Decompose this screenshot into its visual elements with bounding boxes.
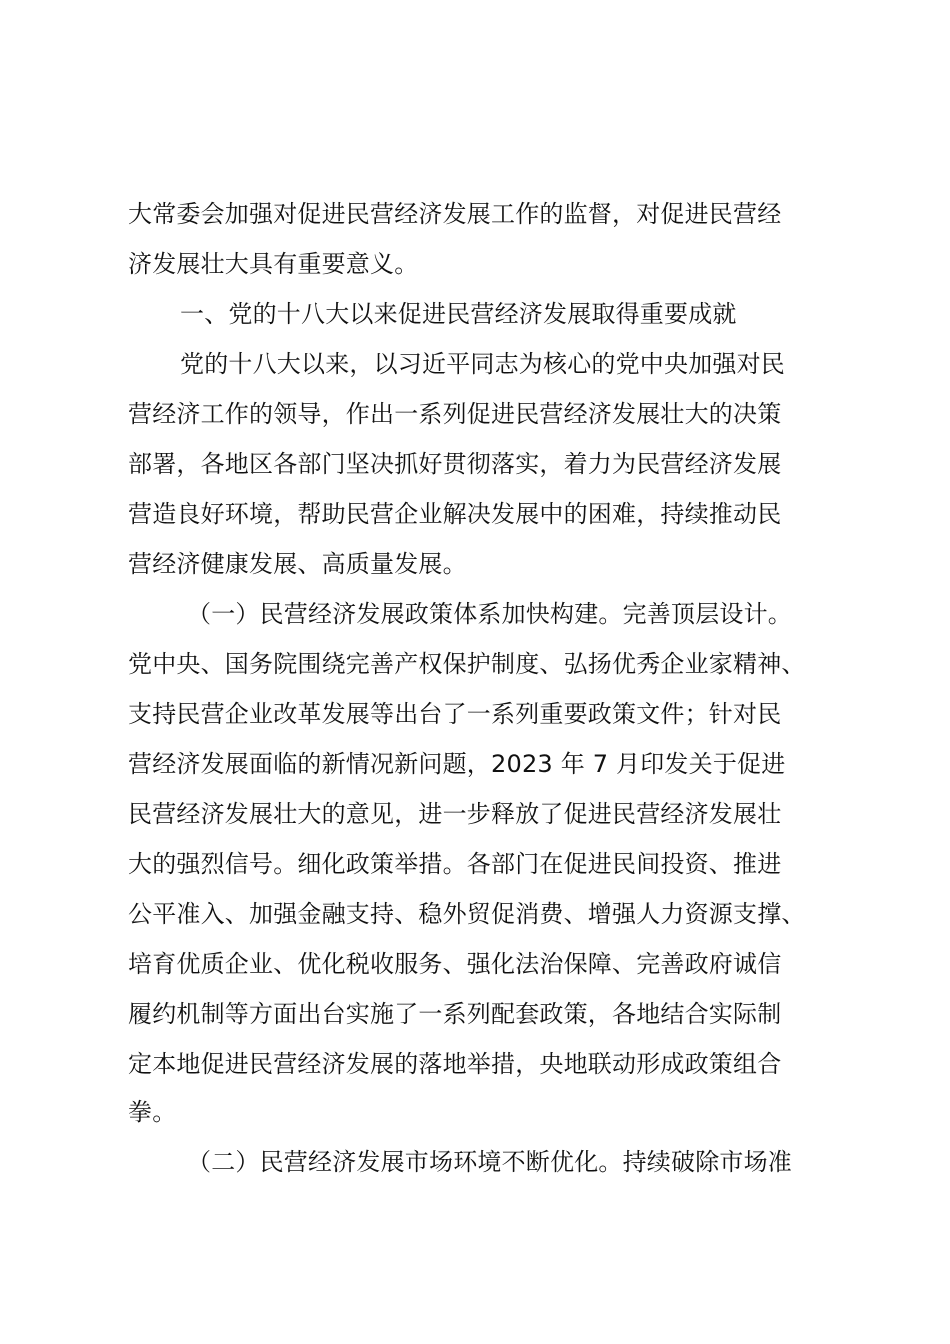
section-heading: 一、党的十八大以来促进民营经济发展取得重要成就 [180, 300, 737, 328]
text-line: 公平准入、加强金融支持、稳外贸促消费、增强人力资源支撑、 [128, 900, 806, 928]
text-line: 大的强烈信号。细化政策举措。各部门在促进民间投资、推进 [128, 850, 782, 878]
text-line: 培育优质企业、优化税收服务、强化法治保障、完善政府诚信 [128, 950, 782, 978]
text-line: 支持民营企业改革发展等出台了一系列重要政策文件；针对民 [128, 700, 782, 728]
text-line: 党的十八大以来，以习近平同志为核心的党中央加强对民 [180, 350, 785, 378]
text-line: 大常委会加强对促进民营经济发展工作的监督，对促进民营经 [128, 200, 782, 228]
text-line: 党中央、国务院围绕完善产权保护制度、弘扬优秀企业家精神、 [128, 650, 806, 678]
text-line: 履约机制等方面出台实施了一系列配套政策，各地结合实际制 [128, 1000, 782, 1028]
text-line: 营经济工作的领导，作出一系列促进民营经济发展壮大的决策 [128, 400, 782, 428]
text-line: 部署，各地区各部门坚决抓好贯彻落实，着力为民营经济发展 [128, 450, 782, 478]
text-line: 拳。 [128, 1098, 177, 1126]
text-line: 济发展壮大具有重要意义。 [128, 250, 419, 278]
text-line: 定本地促进民营经济发展的落地举措，央地联动形成政策组合 [128, 1050, 782, 1078]
text-line: 营经济健康发展、高质量发展。 [128, 550, 467, 578]
text-line: 营经济发展面临的新情况新问题，2023 年 7 月印发关于促进 [128, 750, 786, 778]
text-line: 营造良好环境，帮助民营企业解决发展中的困难，持续推动民 [128, 500, 782, 528]
subsection-line: （一）民营经济发展政策体系加快构建。完善顶层设计。 [187, 600, 792, 628]
text-line: 民营经济发展壮大的意见，进一步释放了促进民营经济发展壮 [128, 800, 782, 828]
subsection-line: （二）民营经济发展市场环境不断优化。持续破除市场准 [187, 1148, 792, 1176]
